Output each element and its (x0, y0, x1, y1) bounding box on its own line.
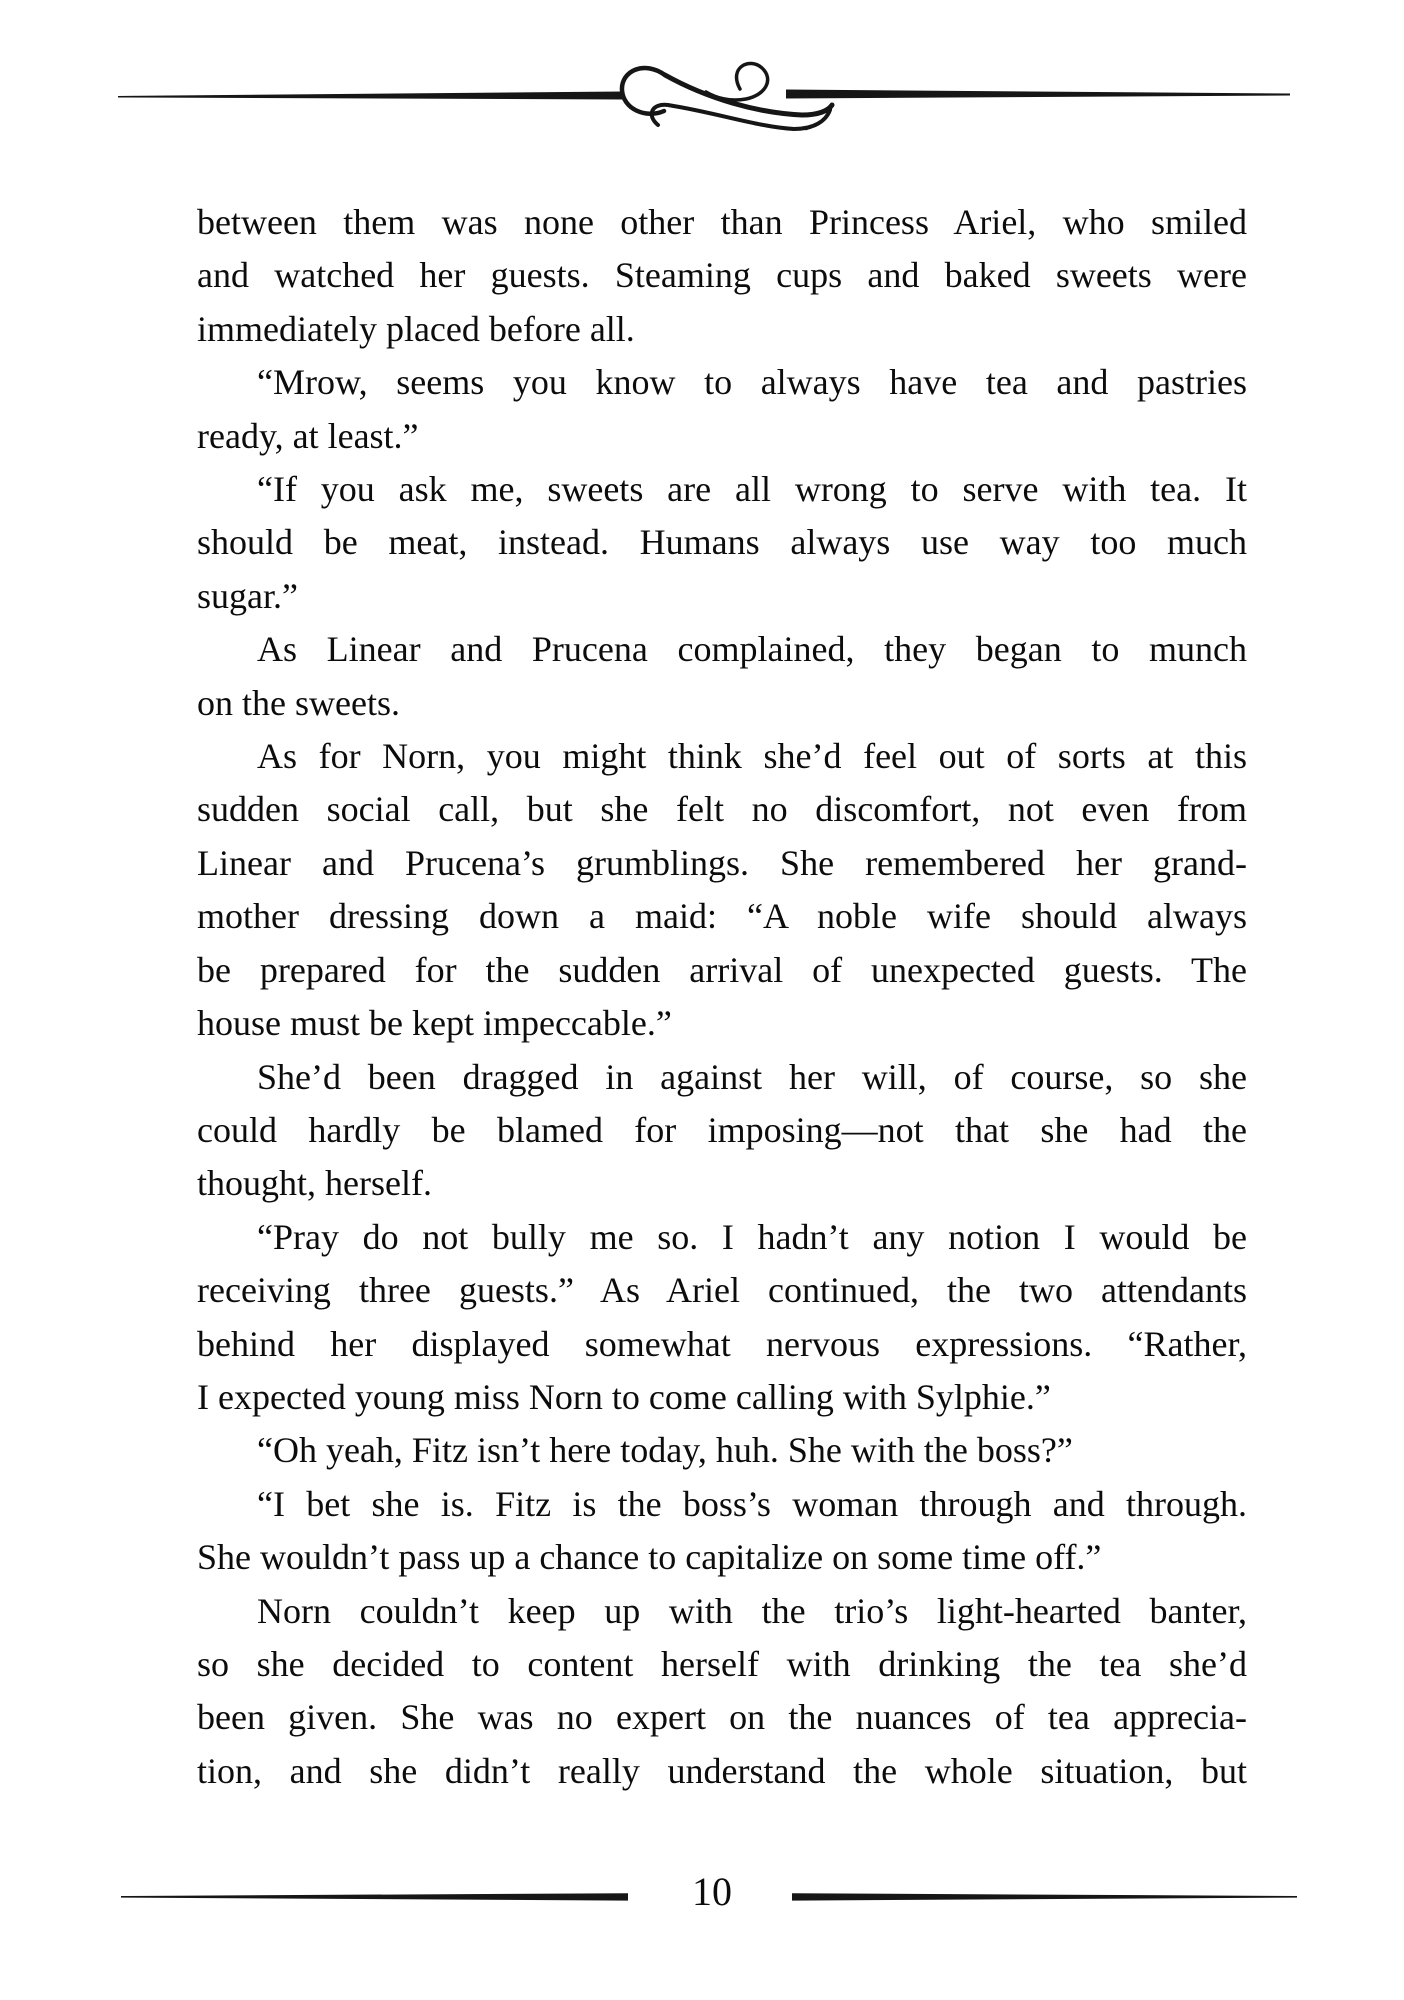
text-line: be prepared for the sudden arrival of unexpected guests. The (197, 949, 1247, 990)
text-line: sugar.” (197, 575, 298, 616)
text-line: She’d been dragged in against her will, of course, so she (257, 1056, 1247, 1097)
text-line: house must be kept impeccable.” (197, 1003, 672, 1044)
text-line: tion, and she didn’t really understand the whole situation, but (197, 1750, 1247, 1791)
footer-rule-right (792, 1892, 1297, 1902)
text-line: ready, at least.” (197, 415, 419, 456)
text-line: mother dressing down a maid: “A noble wife should always (197, 896, 1247, 937)
text-line: on the sweets. (197, 682, 400, 723)
text-line: “Oh yeah, Fitz isn’t here today, huh. She with the boss?” (257, 1430, 1073, 1471)
text-line: Norn couldn’t keep up with the trio’s light-hearted banter, (257, 1590, 1247, 1631)
text-line: so she decided to content herself with drinking the tea she’d (197, 1643, 1247, 1684)
text-line: “Mrow, seems you know to always have tea and pastries (257, 362, 1247, 403)
text-line: behind her displayed somewhat nervous expressions. “Rather, (197, 1323, 1247, 1364)
text-line: As for Norn, you might think she’d feel out of sorts at this (257, 736, 1247, 777)
page-text (197, 196, 1247, 1798)
text-line: sudden social call, but she felt no discomfort, not even from (197, 789, 1247, 830)
text-line: She wouldn’t pass up a chance to capitalize on some time off.” (197, 1537, 1102, 1578)
text-line: As Linear and Prucena complained, they began to munch (257, 629, 1247, 670)
page-number: 10 (692, 1869, 732, 1914)
footer-rule-left (121, 1892, 628, 1902)
text-line: immediately placed before all. (197, 308, 635, 349)
text-line: could hardly be blamed for imposing—not that she had the (197, 1109, 1247, 1150)
header-flourish-divider (118, 55, 1290, 135)
header-rule-left (118, 92, 622, 100)
text-line: “If you ask me, sweets are all wrong to serve with tea. It (257, 469, 1247, 510)
text-line: been given. She was no expert on the nuances of tea apprecia- (197, 1697, 1247, 1738)
text-line: between them was none other than Princess Ariel, who smiled (197, 202, 1247, 242)
text-line: should be meat, instead. Humans always use way too much (197, 522, 1247, 563)
text-line: “Pray do not bully me so. I hadn’t any notion I would be (257, 1216, 1247, 1257)
text-line: thought, herself. (197, 1163, 432, 1204)
header-rule-right (786, 90, 1290, 99)
text-line: and watched her guests. Steaming cups and baked sweets were (197, 255, 1247, 296)
text-line: “I bet she is. Fitz is the boss’s woman through and through. (257, 1483, 1247, 1524)
text-line: receiving three guests.” As Ariel continued, the two attendants (197, 1270, 1247, 1311)
text-line: Linear and Prucena’s grumblings. She remembered her grand- (197, 842, 1247, 883)
text-line: I expected young miss Norn to come calling with Sylphie.” (197, 1376, 1051, 1417)
